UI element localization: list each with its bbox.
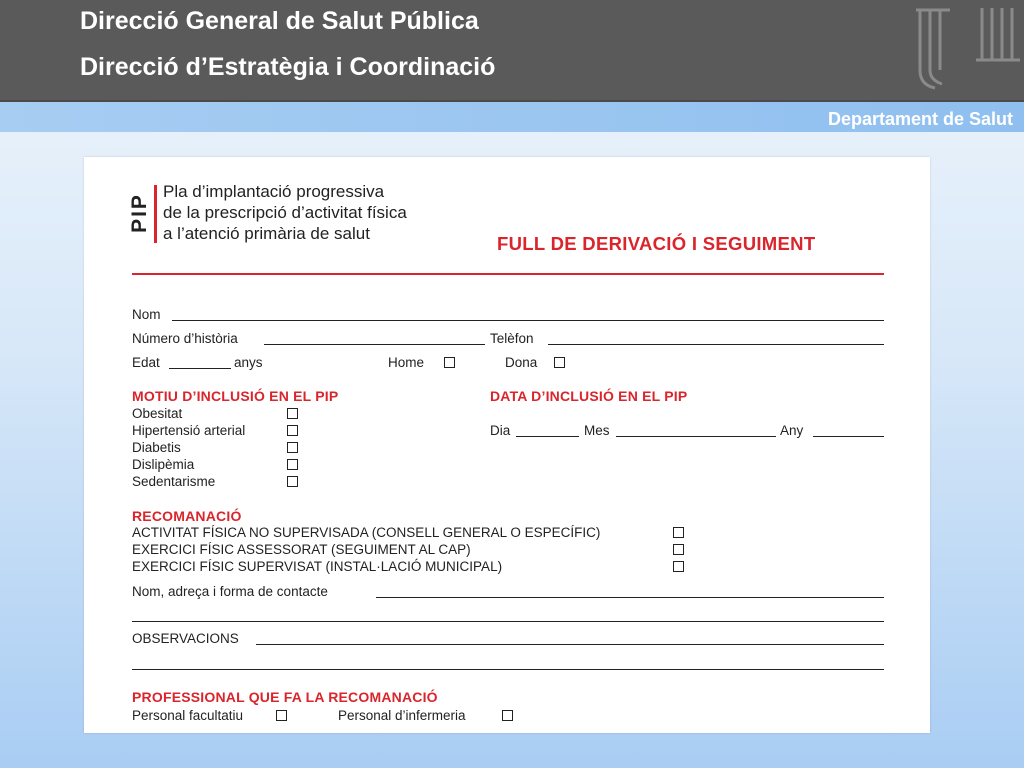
- no-supervisada-checkbox[interactable]: [673, 527, 684, 538]
- facultatiu-label: Personal facultatiu: [132, 708, 244, 723]
- dislipemia-checkbox[interactable]: [287, 459, 298, 470]
- motiu-option: Diabetis: [132, 440, 181, 455]
- referral-form-card: [84, 157, 930, 733]
- nom-field[interactable]: [172, 320, 884, 321]
- header-title-line1: Direcció General de Salut Pública: [80, 7, 479, 35]
- contact-label: Nom, adreça i forma de contacte: [132, 584, 328, 599]
- facultatiu-checkbox[interactable]: [276, 710, 287, 721]
- contact-field-line2[interactable]: [132, 621, 884, 622]
- motiu-option: Obesitat: [132, 406, 183, 421]
- home-label: Home: [388, 355, 425, 370]
- dia-field[interactable]: [516, 436, 579, 437]
- assessorat-checkbox[interactable]: [673, 544, 684, 555]
- numero-historia-label: Número d’història: [132, 331, 238, 346]
- recomanacio-heading: RECOMANACIÓ: [132, 508, 242, 524]
- title-rule: [132, 273, 884, 275]
- program-title: Pla d’implantació progressiva de la prescripció d’activitat física a l’atenció primària de salut: [163, 182, 407, 243]
- motiu-heading: MOTIU D’INCLUSIÓ EN EL PIP: [132, 388, 339, 404]
- dia-label: Dia: [490, 423, 511, 438]
- nom-label: Nom: [132, 307, 161, 322]
- hipertensio-checkbox[interactable]: [287, 425, 298, 436]
- pip-logo: PIP: [128, 193, 152, 233]
- telefon-label: Telèfon: [490, 331, 534, 346]
- edat-label: Edat: [132, 355, 160, 370]
- motiu-option: Sedentarisme: [132, 474, 216, 489]
- department-label: Departament de Salut: [827, 109, 1013, 129]
- sedentarisme-checkbox[interactable]: [287, 476, 298, 487]
- header-bar: [0, 0, 1024, 102]
- professional-heading: PROFESSIONAL QUE FA LA RECOMANACIÓ: [132, 689, 438, 705]
- recomanacio-option: EXERCICI FÍSIC ASSESSORAT (SEGUIMENT AL CAP): [132, 542, 471, 557]
- contact-field[interactable]: [376, 597, 884, 598]
- anys-label: anys: [234, 355, 263, 370]
- generalitat-emblem-icon: [910, 0, 1024, 100]
- telefon-field[interactable]: [548, 344, 884, 345]
- observacions-field-line2[interactable]: [132, 669, 884, 670]
- obesitat-checkbox[interactable]: [287, 408, 298, 419]
- recomanacio-option: EXERCICI FÍSIC SUPERVISAT (INSTAL·LACIÓ MUNICIPAL): [132, 559, 503, 574]
- dona-checkbox[interactable]: [554, 357, 565, 368]
- data-inclusio-heading: DATA D’INCLUSIÓ EN EL PIP: [490, 388, 688, 404]
- any-label: Any: [780, 423, 804, 438]
- mes-field[interactable]: [616, 436, 776, 437]
- home-checkbox[interactable]: [444, 357, 455, 368]
- diabetis-checkbox[interactable]: [287, 442, 298, 453]
- motiu-option: Dislipèmia: [132, 457, 195, 472]
- motiu-option: Hipertensió arterial: [132, 423, 246, 438]
- supervisat-checkbox[interactable]: [673, 561, 684, 572]
- dona-label: Dona: [505, 355, 538, 370]
- header-title-line2: Direcció d’Estratègia i Coordinació: [80, 53, 496, 81]
- mes-label: Mes: [584, 423, 610, 438]
- form-title: FULL DE DERIVACIÓ I SEGUIMENT: [497, 233, 816, 254]
- infermeria-label: Personal d’infermeria: [338, 708, 466, 723]
- observacions-field[interactable]: [256, 644, 884, 645]
- recomanacio-option: ACTIVITAT FÍSICA NO SUPERVISADA (CONSELL GENERAL O ESPECÍFIC): [132, 525, 601, 540]
- observacions-label: OBSERVACIONS: [132, 631, 239, 646]
- pip-logo-divider: [154, 185, 157, 243]
- edat-field[interactable]: [169, 368, 231, 369]
- department-bar: [0, 102, 1024, 132]
- numero-historia-field[interactable]: [264, 344, 485, 345]
- any-field[interactable]: [813, 436, 884, 437]
- infermeria-checkbox[interactable]: [502, 710, 513, 721]
